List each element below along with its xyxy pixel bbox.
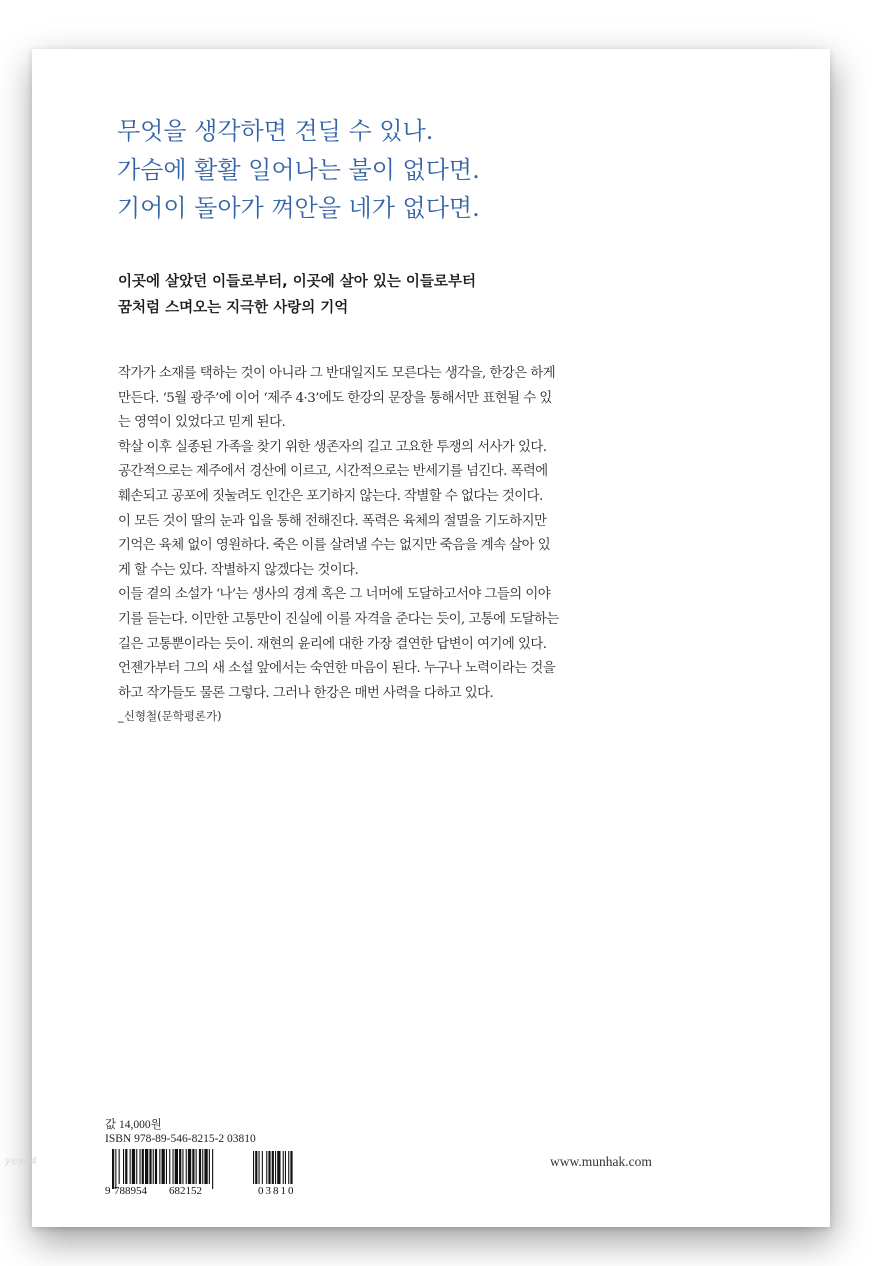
barcode-bar (179, 1149, 181, 1184)
barcode-bar (277, 1151, 280, 1184)
headline-line: 무엇을 생각하면 견딜 수 있나. (117, 117, 434, 145)
barcode (105, 1149, 305, 1189)
review-line: 훼손되고 공포에 짓눌려도 인간은 포기하지 않는다. 작별할 수 없다는 것이다. (118, 488, 543, 504)
review-line: 하고 작가들도 물론 그렇다. 그러나 한강은 매번 사력을 다하고 있다. (118, 685, 494, 701)
barcode-bar (212, 1149, 213, 1189)
barcode-bar (149, 1149, 151, 1184)
review-line: 게 할 수는 있다. 작별하지 않겠다는 것이다. (118, 562, 359, 578)
barcode-bar (123, 1149, 124, 1184)
barcode-bar (145, 1149, 148, 1184)
barcode-bar (204, 1149, 207, 1184)
review-line: 길은 고통뿐이라는 듯이. 재현의 윤리에 대한 가장 결연한 답변이 여기에 있다. (118, 636, 547, 652)
price-label: 값 14,000원 (105, 1119, 162, 1131)
subheading-line: 꿈처럼 스며오는 지극한 사랑의 기억 (118, 300, 349, 316)
price-isbn-block (105, 1118, 256, 1146)
subheading-line: 이곳에 살았던 이들로부터, 이곳에 살아 있는 이들로부터 (118, 274, 476, 290)
barcode-bar (283, 1151, 284, 1184)
barcode-bar (175, 1149, 178, 1184)
barcode-bar (262, 1151, 263, 1184)
headline-line: 가슴에 활활 일어나는 불이 없다면. (117, 155, 480, 184)
barcode-bar (140, 1149, 141, 1184)
barcode-bar (115, 1149, 116, 1189)
review-line: 학살 이후 실종된 가족을 찾기 위한 생존자의 길고 고요한 투쟁의 서사가 있다. (118, 439, 547, 455)
review-line: 공간적으로는 제주에서 경산에 이르고, 시간적으로는 반세기를 넘긴다. 폭력에 (118, 464, 548, 480)
publisher-website: www.munhak.com (550, 1154, 652, 1169)
barcode-bar (182, 1149, 183, 1184)
barcode-bar (272, 1151, 274, 1184)
review-line: 기억은 육체 없이 영원하다. 죽은 이를 살려낼 수는 없지만 죽음을 계속 살아 있 (118, 538, 551, 554)
isbn-label: ISBN 978-89-546-8215-2 03810 (105, 1133, 256, 1145)
barcode-bar (112, 1149, 114, 1189)
barcode-bar (266, 1151, 267, 1184)
barcode-bar (253, 1151, 254, 1184)
barcode-bar (136, 1149, 137, 1184)
barcode-bar (255, 1151, 257, 1184)
review-line: 이들 곁의 소설가 ‘나’는 생사의 경계 혹은 그 너머에 도달하고서야 그들의 이야 (118, 587, 551, 603)
barcode-bar (132, 1149, 135, 1184)
watermark: yes24 (5, 1156, 38, 1167)
barcode-bar (173, 1149, 174, 1184)
barcode-bar (155, 1149, 157, 1184)
review-line: 기를 듣는다. 이만한 고통만이 진실에 이를 자격을 준다는 듯이, 고통에 도달하는 (118, 611, 559, 627)
barcode-bar (290, 1151, 292, 1184)
headline-line: 기어이 돌아가 껴안을 네가 없다면. (117, 194, 480, 222)
barcode-group-2: 682152 (169, 1185, 202, 1197)
barcode-bar (209, 1149, 210, 1184)
barcode-bar (130, 1149, 131, 1184)
barcode-bar (199, 1149, 201, 1184)
review-line: 만든다. ‘5월 광주’에 이어 ‘제주 4·3’에도 한강의 문장을 통해서만 표현될 수 있 (118, 390, 552, 406)
barcode-bar (166, 1149, 167, 1184)
barcode-bar (196, 1149, 197, 1184)
barcode-bar (259, 1151, 260, 1184)
barcode-bar (142, 1149, 144, 1184)
barcode-bar (119, 1149, 120, 1184)
barcode-bar (125, 1149, 127, 1184)
barcode-bar (202, 1149, 203, 1184)
barcode-bar (288, 1151, 289, 1184)
book-back-cover (32, 49, 830, 1227)
review-line: 는 영역이 있었다고 믿게 된다. (118, 415, 286, 431)
barcode-bar (268, 1151, 270, 1184)
barcode-group-1: 788954 (114, 1185, 147, 1197)
barcode-bar (285, 1151, 286, 1184)
barcode-bar (159, 1149, 160, 1184)
barcode-bar (192, 1149, 194, 1184)
barcode-bar (275, 1151, 276, 1184)
subheading (118, 269, 758, 321)
barcode-bar (186, 1149, 187, 1184)
barcode-bar (188, 1149, 191, 1184)
barcode-bar (169, 1149, 170, 1184)
barcode-bar (162, 1149, 165, 1184)
review-line: 이 모든 것이 딸의 눈과 입을 통해 전해진다. 폭력은 육체의 절멸을 기도하지만 (118, 513, 547, 529)
barcode-addon: 03810 (258, 1185, 296, 1197)
barcode-lead-digit: 9 (105, 1185, 111, 1197)
review-text (118, 362, 758, 725)
headline-poem (117, 112, 757, 228)
barcode-bar (153, 1149, 154, 1184)
review-line: 언젠가부터 그의 새 소설 앞에서는 숙연한 마음이 된다. 누구나 노력이라는 것을 (118, 661, 556, 677)
reviewer-signature: _신형철(문학평론가) (118, 709, 222, 724)
review-line: 작가가 소재를 택하는 것이 아니라 그 반대일지도 모른다는 생각을, 한강은 하게 (118, 366, 556, 381)
